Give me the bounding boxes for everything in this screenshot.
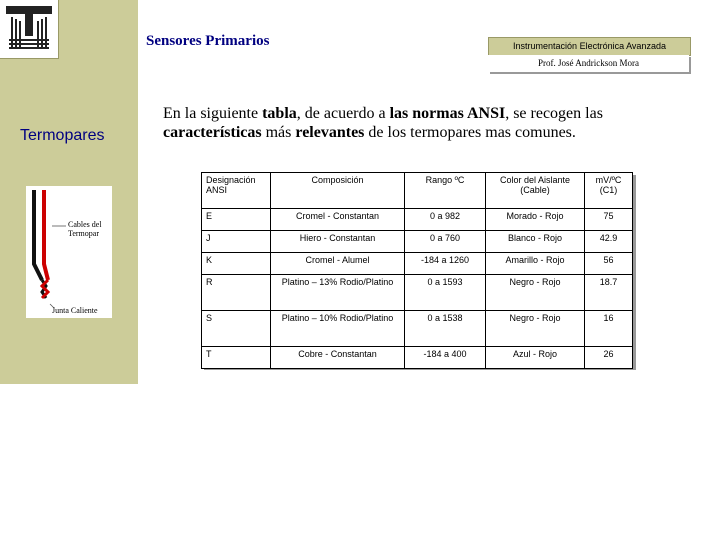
table-cell: 42.9	[585, 231, 633, 253]
table-cell: -184 a 1260	[405, 253, 486, 275]
header-cell: Rango ºC	[405, 173, 486, 209]
table-cell: Blanco - Rojo	[486, 231, 585, 253]
table-cell: Hiero - Constantan	[271, 231, 405, 253]
table-cell: 56	[585, 253, 633, 275]
table-row	[202, 347, 633, 369]
table-cell: 26	[585, 347, 633, 369]
header-cell: mV/ºC (C1)	[585, 173, 633, 209]
table-cell: Cromel - Constantan	[271, 209, 405, 231]
table-cell: Cromel - Alumel	[271, 253, 405, 275]
table-cell: Cobre - Constantan	[271, 347, 405, 369]
table-cell: J	[202, 231, 271, 253]
table-row	[202, 209, 633, 231]
table-cell: Negro - Rojo	[486, 311, 585, 347]
university-logo	[0, 0, 59, 59]
table-cell: Morado - Rojo	[486, 209, 585, 231]
table-cell: -184 a 400	[405, 347, 486, 369]
header-band	[58, 0, 138, 58]
section-title: Termopares	[20, 127, 105, 144]
course-name-box: Instrumentación Electrónica Avanzada	[488, 37, 691, 56]
table-cell: Platino – 13% Rodio/Platino	[271, 275, 405, 311]
table-cell: 18.7	[585, 275, 633, 311]
table-cell: E	[202, 209, 271, 231]
table-cell: 75	[585, 209, 633, 231]
table-cell: Azul - Rojo	[486, 347, 585, 369]
intro-paragraph: En la siguiente tabla, de acuerdo a las normas ANSI, se recogen las características más relevantes de los termopares mas comunes.	[163, 105, 603, 141]
table-row	[202, 253, 633, 275]
table-cell: Platino – 10% Rodio/Platino	[271, 311, 405, 347]
table-cell: 0 a 982	[405, 209, 486, 231]
thermocouple-wires-icon	[26, 186, 112, 318]
table-cell: 0 a 760	[405, 231, 486, 253]
table-cell: Amarillo - Rojo	[486, 253, 585, 275]
table-cell: S	[202, 311, 271, 347]
table-cell: Negro - Rojo	[486, 275, 585, 311]
table-row	[202, 311, 633, 347]
thermocouple-diagram	[26, 186, 112, 318]
table-cell: 0 a 1593	[405, 275, 486, 311]
table-cell: R	[202, 275, 271, 311]
header-cell: Color del Aislante (Cable)	[486, 173, 585, 209]
table-cell: K	[202, 253, 271, 275]
table-cell: 16	[585, 311, 633, 347]
header-cell: Composición	[271, 173, 405, 209]
table-cell: 0 a 1538	[405, 311, 486, 347]
table-row	[202, 275, 633, 311]
professor-box: Prof. José Andrickson Mora	[488, 55, 689, 72]
table-cell: T	[202, 347, 271, 369]
cables-label: Cables del Termopar	[68, 220, 102, 238]
logo-icon	[3, 3, 55, 55]
header-cell: Designación ANSI	[202, 173, 271, 209]
table-header-row	[202, 173, 633, 209]
junction-label: Junta Caliente	[52, 306, 98, 315]
table-row	[202, 231, 633, 253]
course-title: Sensores Primarios	[146, 33, 270, 49]
thermocouple-table	[201, 172, 633, 369]
